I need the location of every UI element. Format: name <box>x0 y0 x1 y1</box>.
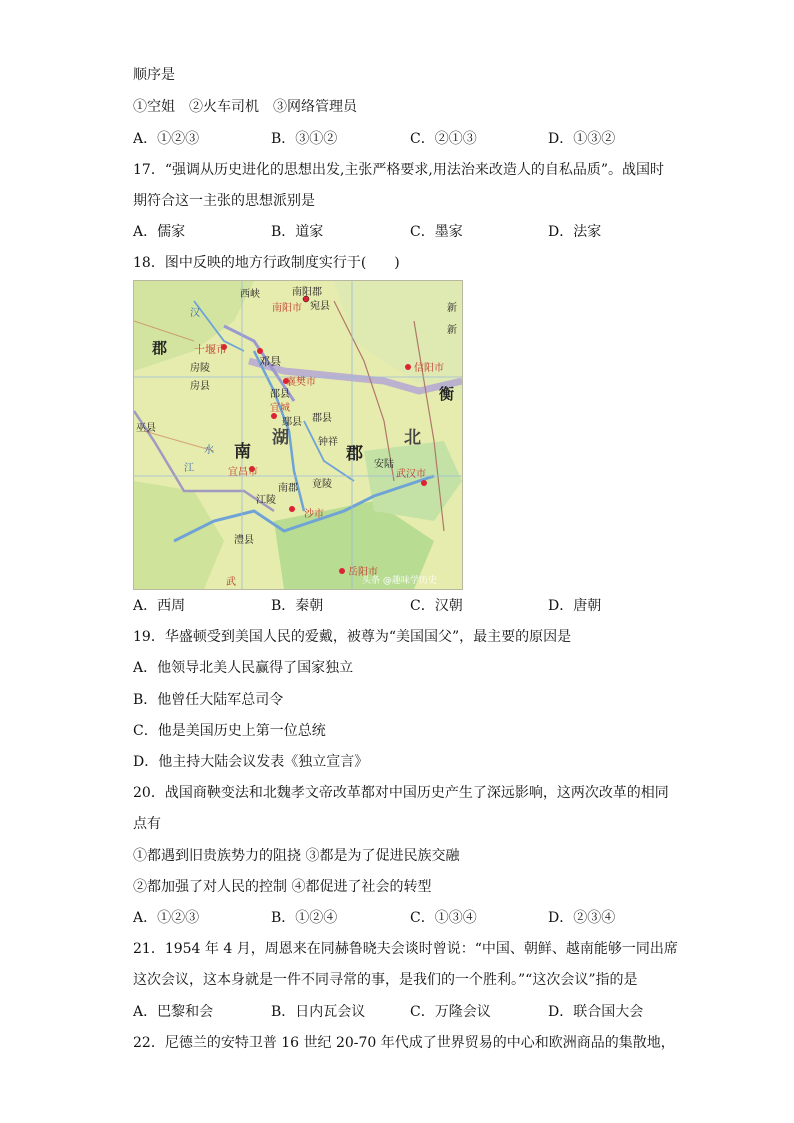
q20-option-a[interactable]: A．①②③ <box>133 910 200 926</box>
label-nan: 南 <box>234 442 251 462</box>
label-yueyang: 岳阳市 <box>348 567 378 578</box>
q20-items-2: ②都加强了对人民的控制 ④都促进了社会的转型 <box>133 879 432 895</box>
q22-stem: 22．尼德兰的安特卫普 16 世纪 20-70 年代成了世界贸易的中心和欧洲商品的集散地， <box>133 1035 675 1051</box>
label-xin-2: 新 <box>447 325 457 336</box>
label-jun-mid: 郡 <box>346 444 363 464</box>
q17-option-a[interactable]: A．儒家 <box>133 224 186 240</box>
q21-option-b[interactable]: B．日内瓦会议 <box>271 1004 366 1020</box>
label-ruo-xian: 郡县 <box>312 413 332 424</box>
label-xin-1: 新 <box>447 303 457 314</box>
label-zhao-xian: 邵县 <box>270 389 290 400</box>
label-fangxian: 房县 <box>190 381 210 392</box>
q16-option-b[interactable]: B．③①② <box>271 131 338 147</box>
label-nanyang-shi: 南阳市 <box>272 303 302 314</box>
q18-option-a[interactable]: A．西周 <box>133 598 186 614</box>
q19-option-a[interactable]: A．他领导北美人民赢得了国家独立 <box>133 660 354 676</box>
q16-option-d[interactable]: D．①③② <box>548 131 616 147</box>
q20-option-b[interactable]: B．①②④ <box>271 910 338 926</box>
label-jun-left: 郡 <box>152 339 168 357</box>
q18-stem: 18．图中反映的地方行政制度实行于( ) <box>133 255 400 271</box>
q17-stem-1: 17．“强调从历史进化的思想出发,主张严格要求,用法治来改造人的自私品质”。战国时 <box>133 162 665 178</box>
q21-stem-2: 这次会议，这本身就是一件不同寻常的事，是我们的一个胜利。”“这次会议”指的是 <box>133 972 638 988</box>
q20-option-c[interactable]: C．①③④ <box>410 910 477 926</box>
q19-option-c[interactable]: C．他是美国历史上第一位总统 <box>133 723 326 739</box>
q16-items: ①空姐 ②火车司机 ③网络管理员 <box>133 99 357 115</box>
label-han-river: 汉 <box>190 308 200 319</box>
label-jiangling: 江陵 <box>256 495 276 506</box>
q21-option-d[interactable]: D．联合国大会 <box>548 1004 644 1020</box>
label-shashi: 沙市 <box>304 509 324 520</box>
label-wan-xian: 宛县 <box>310 301 330 312</box>
q19-stem: 19．华盛顿受到美国人民的爱戴，被尊为“美国国父”，最主要的原因是 <box>133 629 572 645</box>
label-wu: 武 <box>226 577 236 588</box>
label-zhongxiang: 钟祥 <box>318 437 338 448</box>
q20-option-d[interactable]: D．②③④ <box>548 910 616 926</box>
q20-stem-1: 20．战国商鞅变法和北魏孝文帝改革都对中国历史产生了深远影响，这两次改革的相同 <box>133 785 669 801</box>
label-yichang: 宜昌市 <box>228 467 258 478</box>
q21-option-c[interactable]: C．万隆会议 <box>410 1004 491 1020</box>
q19-option-b[interactable]: B．他曾任大陆军总司令 <box>133 692 284 708</box>
label-deng-xian: 邓县 <box>259 355 281 368</box>
label-bei: 北 <box>404 428 421 448</box>
label-wu-xian: 巫县 <box>136 423 156 434</box>
q17-stem-2: 期符合这一主张的思想派别是 <box>133 193 315 209</box>
q17-option-b[interactable]: B．道家 <box>271 224 324 240</box>
q20-stem-2: 点有 <box>133 816 161 832</box>
q17-option-d[interactable]: D．法家 <box>548 224 602 240</box>
label-yicheng: 宜城 <box>270 403 290 414</box>
label-fangling: 房陵 <box>190 363 210 374</box>
label-shiyan: 十堰市 <box>194 343 227 356</box>
q16-option-c[interactable]: C．②①③ <box>410 131 477 147</box>
label-nanyang-jun: 南阳郡 <box>292 287 322 298</box>
label-xiangfan: 襄樊市 <box>286 377 316 388</box>
q18-option-c[interactable]: C．汉朝 <box>410 598 463 614</box>
label-hu: 湖 <box>272 428 289 448</box>
label-shui: 水 <box>204 445 214 456</box>
label-xinyang: 信阳市 <box>414 363 444 374</box>
label-nanjun: 南郡 <box>278 483 298 494</box>
label-li-xian: 澧县 <box>234 535 254 546</box>
text-line-1: 顺序是 <box>133 67 175 83</box>
label-heng: 衡 <box>439 385 455 403</box>
label-wuhan: 武汉市 <box>396 469 426 480</box>
q20-items-1: ①都遇到旧贵族势力的阻挠 ③都是为了促进民族交融 <box>133 848 460 864</box>
label-ying-xian: 鄢县 <box>282 417 302 428</box>
label-anlu: 安陆 <box>374 459 394 470</box>
label-xixia: 西峡 <box>240 289 260 300</box>
q18-option-d[interactable]: D．唐朝 <box>548 598 602 614</box>
q17-option-c[interactable]: C．墨家 <box>410 224 463 240</box>
q21-stem-1: 21．1954 年 4 月，周恩来在同赫鲁晓夫会谈时曾说：“中国、朝鲜、越南能够一同出席 <box>133 941 678 957</box>
q16-option-a[interactable]: A．①②③ <box>133 131 200 147</box>
historical-map <box>133 280 463 590</box>
map-watermark: 头条 @趣味学历史 <box>362 576 437 586</box>
label-jingling: 竟陵 <box>312 479 332 490</box>
q19-option-d[interactable]: D．他主持大陆会议发表《独立宣言》 <box>133 754 369 770</box>
q18-option-b[interactable]: B．秦朝 <box>271 598 324 614</box>
q21-option-a[interactable]: A．巴黎和会 <box>133 1004 214 1020</box>
label-jiang-river: 江 <box>184 463 194 474</box>
